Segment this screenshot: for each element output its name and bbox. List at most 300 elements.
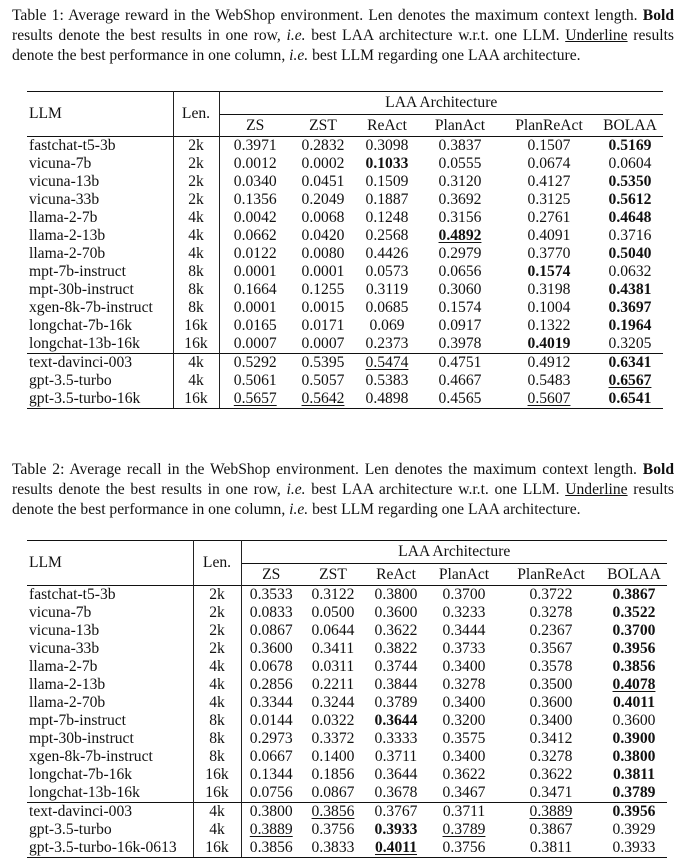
cell-value xyxy=(419,263,501,281)
cell-value xyxy=(219,299,291,317)
cell-value xyxy=(597,317,663,335)
column-header-len: Len. xyxy=(173,92,219,137)
cell-llm: longchat-13b-16k xyxy=(27,335,173,354)
cell-value xyxy=(601,803,667,822)
cell-value xyxy=(291,281,355,299)
value-text: 0.5383 xyxy=(365,372,409,389)
cell-len: 8k xyxy=(193,748,241,766)
value-text: 0.5057 xyxy=(301,372,345,389)
cell-value xyxy=(427,712,501,730)
table-row xyxy=(27,227,663,245)
cell-value xyxy=(501,390,597,409)
value-text: 0.0311 xyxy=(311,658,355,675)
value-text: 0.3711 xyxy=(374,748,418,765)
value-text: 0.4011 xyxy=(612,694,656,711)
cell-value xyxy=(501,676,601,694)
value-text: 0.4912 xyxy=(527,354,571,371)
cell-value xyxy=(601,640,667,658)
results-table-2 xyxy=(27,540,667,858)
cell-len: 16k xyxy=(173,390,219,409)
cell-value xyxy=(501,586,601,605)
value-text: 0.3756 xyxy=(311,821,355,838)
cell-value xyxy=(427,784,501,803)
cell-value xyxy=(597,173,663,191)
value-text: 0.3889 xyxy=(249,821,293,838)
value-text: 0.0500 xyxy=(311,604,355,621)
cell-value xyxy=(365,803,427,822)
cell-value xyxy=(301,586,365,605)
cell-len: 4k xyxy=(193,803,241,822)
value-text: 0.3471 xyxy=(529,784,573,801)
cell-value xyxy=(597,354,663,373)
value-text: 0.1507 xyxy=(527,137,571,154)
cell-value xyxy=(501,173,597,191)
cell-value xyxy=(241,766,301,784)
cell-value xyxy=(419,155,501,173)
table-row xyxy=(27,155,663,173)
cell-value xyxy=(365,821,427,839)
value-text: 0.3789 xyxy=(442,821,486,838)
cell-value xyxy=(241,839,301,858)
cell-value xyxy=(501,354,597,373)
column-header: BOLAA xyxy=(601,564,667,586)
cell-value xyxy=(419,209,501,227)
value-text: 0.2211 xyxy=(311,676,355,693)
value-text: 0.3622 xyxy=(442,766,486,783)
value-text: 0.3500 xyxy=(529,676,573,693)
cell-value xyxy=(601,748,667,766)
cell-value xyxy=(355,209,419,227)
caption-italic: i.e. xyxy=(286,27,306,44)
value-text: 0.3678 xyxy=(374,784,418,801)
cell-value xyxy=(219,372,291,390)
cell-value xyxy=(601,676,667,694)
cell-len: 16k xyxy=(173,335,219,354)
cell-value xyxy=(365,658,427,676)
value-text: 0.4019 xyxy=(527,335,571,352)
cell-value xyxy=(365,586,427,605)
cell-value xyxy=(597,209,663,227)
cell-value xyxy=(501,299,597,317)
table-2-block xyxy=(0,460,682,520)
cell-value xyxy=(365,784,427,803)
column-header: PlanReAct xyxy=(501,115,597,137)
cell-value xyxy=(419,191,501,209)
cell-value xyxy=(219,191,291,209)
cell-value xyxy=(301,676,365,694)
value-text: 0.3522 xyxy=(612,604,656,621)
cell-value xyxy=(419,372,501,390)
cell-value xyxy=(427,766,501,784)
table-row xyxy=(27,622,667,640)
cell-value xyxy=(355,137,419,156)
table-row xyxy=(27,173,663,191)
value-text: 0.3697 xyxy=(608,299,652,316)
value-text: 0.1574 xyxy=(527,263,571,280)
value-text: 0.3198 xyxy=(527,281,571,298)
cell-llm: text-davinci-003 xyxy=(27,354,173,373)
value-text: 0.0007 xyxy=(233,335,277,352)
cell-value xyxy=(597,155,663,173)
cell-value xyxy=(597,227,663,245)
cell-llm: mpt-30b-instruct xyxy=(27,281,173,299)
cell-len: 4k xyxy=(173,372,219,390)
cell-value xyxy=(501,694,601,712)
column-group-header: LAA Architecture xyxy=(241,541,667,564)
value-text: 0.0867 xyxy=(249,622,293,639)
value-text: 0.5350 xyxy=(608,173,652,190)
cell-value xyxy=(501,263,597,281)
table-row xyxy=(27,372,663,390)
cell-value xyxy=(301,803,365,822)
cell-len: 2k xyxy=(173,155,219,173)
value-text: 0.3929 xyxy=(612,821,656,838)
cell-llm: vicuna-33b xyxy=(27,191,173,209)
value-text: 0.4078 xyxy=(612,676,656,693)
value-text: 0.4091 xyxy=(527,227,571,244)
cell-value xyxy=(355,354,419,373)
value-text: 0.0917 xyxy=(438,317,482,334)
cell-value xyxy=(501,245,597,263)
cell-value xyxy=(219,281,291,299)
cell-value xyxy=(301,694,365,712)
value-text: 0.3278 xyxy=(442,676,486,693)
column-header: ZS xyxy=(241,564,301,586)
caption-text: best LLM regarding one LAA architecture. xyxy=(308,47,581,64)
cell-value xyxy=(219,335,291,354)
value-text: 0.0007 xyxy=(301,335,345,352)
cell-len: 16k xyxy=(173,317,219,335)
value-text: 0.3567 xyxy=(529,640,573,657)
column-header-llm: LLM xyxy=(27,92,173,137)
cell-value xyxy=(219,354,291,373)
cell-value xyxy=(365,766,427,784)
cell-value xyxy=(427,839,501,858)
value-text: 0.0001 xyxy=(233,263,277,280)
cell-value xyxy=(219,227,291,245)
value-text: 0.2832 xyxy=(301,137,345,154)
cell-value xyxy=(501,317,597,335)
value-text: 0.0171 xyxy=(301,317,345,334)
table-row xyxy=(27,209,663,227)
value-text: 0.1664 xyxy=(233,281,277,298)
cell-value xyxy=(501,604,601,622)
value-text: 0.3756 xyxy=(442,839,486,856)
caption-label: Table 1: xyxy=(12,7,64,24)
cell-value xyxy=(601,839,667,858)
cell-value xyxy=(501,839,601,858)
cell-value xyxy=(301,730,365,748)
table-row xyxy=(27,694,667,712)
cell-llm: gpt-3.5-turbo xyxy=(27,372,173,390)
cell-llm: llama-2-7b xyxy=(27,209,173,227)
value-text: 0.3122 xyxy=(311,586,355,603)
cell-value xyxy=(419,281,501,299)
value-text: 0.2373 xyxy=(365,335,409,352)
cell-llm: gpt-3.5-turbo-16k xyxy=(27,390,173,409)
table-row xyxy=(27,784,667,803)
cell-value xyxy=(419,245,501,263)
value-text: 0.3578 xyxy=(529,658,573,675)
cell-value xyxy=(419,317,501,335)
value-text: 0.0144 xyxy=(249,712,293,729)
cell-value xyxy=(501,803,601,822)
table-row xyxy=(27,281,663,299)
cell-len: 8k xyxy=(173,299,219,317)
value-text: 0.3400 xyxy=(529,712,573,729)
cell-value xyxy=(355,227,419,245)
cell-value xyxy=(365,748,427,766)
table-2-caption xyxy=(12,460,674,520)
value-text: 0.3600 xyxy=(529,694,573,711)
value-text: 0.0674 xyxy=(527,155,571,172)
caption-label: Table 2: xyxy=(12,461,65,478)
value-text: 0.3344 xyxy=(249,694,293,711)
value-text: 0.3125 xyxy=(527,191,571,208)
cell-value xyxy=(291,227,355,245)
value-text: 0.1004 xyxy=(527,299,571,316)
value-text: 0.0122 xyxy=(233,245,277,262)
cell-len: 16k xyxy=(193,839,241,858)
value-text: 0.1255 xyxy=(301,281,345,298)
cell-llm: llama-2-13b xyxy=(27,227,173,245)
value-text: 0.3744 xyxy=(374,658,418,675)
value-text: 0.1574 xyxy=(438,299,482,316)
value-text: 0.3822 xyxy=(374,640,418,657)
value-text: 0.3800 xyxy=(374,586,418,603)
caption-text: results denote the best results in one row, xyxy=(12,27,287,44)
caption-italic: i.e. xyxy=(286,481,306,498)
cell-value xyxy=(301,640,365,658)
cell-value xyxy=(597,372,663,390)
value-text: 0.3700 xyxy=(442,586,486,603)
value-text: 0.3722 xyxy=(529,586,573,603)
cell-value xyxy=(501,730,601,748)
cell-llm: xgen-8k-7b-instruct xyxy=(27,748,193,766)
value-text: 0.1400 xyxy=(311,748,355,765)
cell-value xyxy=(427,803,501,822)
value-text: 0.3900 xyxy=(612,730,656,747)
cell-value xyxy=(501,191,597,209)
value-text: 0.3575 xyxy=(442,730,486,747)
cell-value xyxy=(241,694,301,712)
cell-value xyxy=(427,658,501,676)
value-text: 0.4751 xyxy=(438,354,482,371)
column-header-llm: LLM xyxy=(27,541,193,586)
table-row xyxy=(27,712,667,730)
cell-value xyxy=(241,748,301,766)
cell-value xyxy=(601,694,667,712)
cell-value xyxy=(427,640,501,658)
cell-len: 8k xyxy=(173,263,219,281)
cell-value xyxy=(301,658,365,676)
value-text: 0.0042 xyxy=(233,209,277,226)
cell-value xyxy=(301,712,365,730)
value-text: 0.2049 xyxy=(301,191,345,208)
cell-llm: fastchat-t5-3b xyxy=(27,586,193,605)
cell-value xyxy=(501,766,601,784)
column-header: PlanReAct xyxy=(501,564,601,586)
value-text: 0.0420 xyxy=(301,227,345,244)
caption-text: results denote the best performance in one column, xyxy=(12,481,674,518)
cell-value xyxy=(427,748,501,766)
cell-value xyxy=(365,712,427,730)
cell-value xyxy=(241,803,301,822)
cell-value xyxy=(501,209,597,227)
value-text: 0.4565 xyxy=(438,390,482,407)
value-text: 0.0322 xyxy=(311,712,355,729)
value-text: 0.5292 xyxy=(233,354,277,371)
value-text: 0.3700 xyxy=(612,622,656,639)
cell-len: 2k xyxy=(193,640,241,658)
value-text: 0.2568 xyxy=(365,227,409,244)
caption-text: best LAA architecture w.r.t. one LLM. xyxy=(305,481,566,498)
cell-value xyxy=(355,372,419,390)
value-text: 0.3856 xyxy=(311,803,355,820)
value-text: 0.0001 xyxy=(233,299,277,316)
value-text: 0.1964 xyxy=(608,317,652,334)
cell-value xyxy=(241,586,301,605)
cell-value xyxy=(291,335,355,354)
value-text: 0.5395 xyxy=(301,354,345,371)
cell-value xyxy=(219,137,291,156)
cell-value xyxy=(501,748,601,766)
cell-value xyxy=(291,317,355,335)
cell-len: 4k xyxy=(193,821,241,839)
cell-value xyxy=(291,191,355,209)
value-text: 0.5657 xyxy=(233,390,277,407)
cell-value xyxy=(219,155,291,173)
cell-value xyxy=(241,676,301,694)
value-text: 0.3789 xyxy=(374,694,418,711)
value-text: 0.5642 xyxy=(301,390,345,407)
cell-value xyxy=(219,209,291,227)
value-text: 0.4898 xyxy=(365,390,409,407)
cell-value xyxy=(601,766,667,784)
value-text: 0.3856 xyxy=(612,658,656,675)
cell-value xyxy=(427,730,501,748)
value-text: 0.1322 xyxy=(527,317,571,334)
cell-value xyxy=(219,317,291,335)
cell-value xyxy=(597,137,663,156)
value-text: 0.3098 xyxy=(365,137,409,154)
cell-value xyxy=(365,640,427,658)
value-text: 0.2761 xyxy=(527,209,571,226)
cell-len: 4k xyxy=(173,245,219,263)
value-text: 0.3716 xyxy=(608,227,652,244)
cell-value xyxy=(501,335,597,354)
column-header: ZST xyxy=(301,564,365,586)
cell-len: 8k xyxy=(193,712,241,730)
value-text: 0.3811 xyxy=(612,766,656,783)
value-text: 0.0002 xyxy=(301,155,345,172)
cell-value xyxy=(355,317,419,335)
column-header: PlanAct xyxy=(419,115,501,137)
cell-llm: longchat-13b-16k xyxy=(27,784,193,803)
value-text: 0.0756 xyxy=(249,784,293,801)
value-text: 0.3644 xyxy=(374,712,418,729)
value-text: 0.3711 xyxy=(442,803,486,820)
cell-llm: text-davinci-003 xyxy=(27,803,193,822)
cell-value xyxy=(241,712,301,730)
value-text: 0.0573 xyxy=(365,263,409,280)
table-row xyxy=(27,766,667,784)
cell-len: 8k xyxy=(173,281,219,299)
cell-value xyxy=(365,839,427,858)
cell-value xyxy=(601,712,667,730)
value-text: 0.3444 xyxy=(442,622,486,639)
cell-value xyxy=(601,784,667,803)
value-text: 0.4892 xyxy=(438,227,482,244)
value-text: 0.4381 xyxy=(608,281,652,298)
cell-value xyxy=(355,299,419,317)
value-text: 0.4667 xyxy=(438,372,482,389)
cell-value xyxy=(219,390,291,409)
value-text: 0.6341 xyxy=(608,354,652,371)
cell-value xyxy=(419,137,501,156)
value-text: 0.3956 xyxy=(612,803,656,820)
cell-value xyxy=(241,640,301,658)
value-text: 0.3644 xyxy=(374,766,418,783)
cell-value xyxy=(241,658,301,676)
cell-value xyxy=(501,372,597,390)
value-text: 0.3800 xyxy=(612,748,656,765)
cell-llm: llama-2-7b xyxy=(27,658,193,676)
value-text: 0.3400 xyxy=(442,748,486,765)
cell-len: 2k xyxy=(193,622,241,640)
value-text: 0.3800 xyxy=(249,803,293,820)
cell-value xyxy=(419,390,501,409)
value-text: 0.4426 xyxy=(365,245,409,262)
cell-value xyxy=(301,821,365,839)
cell-value xyxy=(501,137,597,156)
cell-value xyxy=(365,694,427,712)
value-text: 0.3811 xyxy=(529,839,573,856)
cell-len: 2k xyxy=(173,137,219,156)
caption-italic: i.e. xyxy=(289,501,309,518)
cell-value xyxy=(301,766,365,784)
value-text: 0.1856 xyxy=(311,766,355,783)
table-row xyxy=(27,604,667,622)
column-header: ZST xyxy=(291,115,355,137)
caption-bold-word: Bold xyxy=(642,7,674,24)
table-1-block xyxy=(0,6,682,66)
cell-value xyxy=(291,263,355,281)
cell-value xyxy=(291,390,355,409)
cell-len: 16k xyxy=(193,784,241,803)
column-header: ReAct xyxy=(355,115,419,137)
caption-text: best LAA architecture w.r.t. one LLM. xyxy=(305,27,566,44)
value-text: 0.5061 xyxy=(233,372,277,389)
value-text: 0.5474 xyxy=(365,354,409,371)
value-text: 0.3789 xyxy=(612,784,656,801)
value-text: 0.0656 xyxy=(438,263,482,280)
column-header: PlanAct xyxy=(427,564,501,586)
cell-llm: xgen-8k-7b-instruct xyxy=(27,299,173,317)
value-text: 0.3956 xyxy=(612,640,656,657)
value-text: 0.3844 xyxy=(374,676,418,693)
cell-llm: vicuna-13b xyxy=(27,622,193,640)
value-text: 0.3200 xyxy=(442,712,486,729)
value-text: 0.0340 xyxy=(233,173,277,190)
table-row xyxy=(27,730,667,748)
value-text: 0.3889 xyxy=(529,803,573,820)
value-text: 0.0015 xyxy=(301,299,345,316)
caption-italic: i.e. xyxy=(289,47,309,64)
value-text: 0.6541 xyxy=(608,390,652,407)
cell-value xyxy=(291,155,355,173)
cell-value xyxy=(597,299,663,317)
